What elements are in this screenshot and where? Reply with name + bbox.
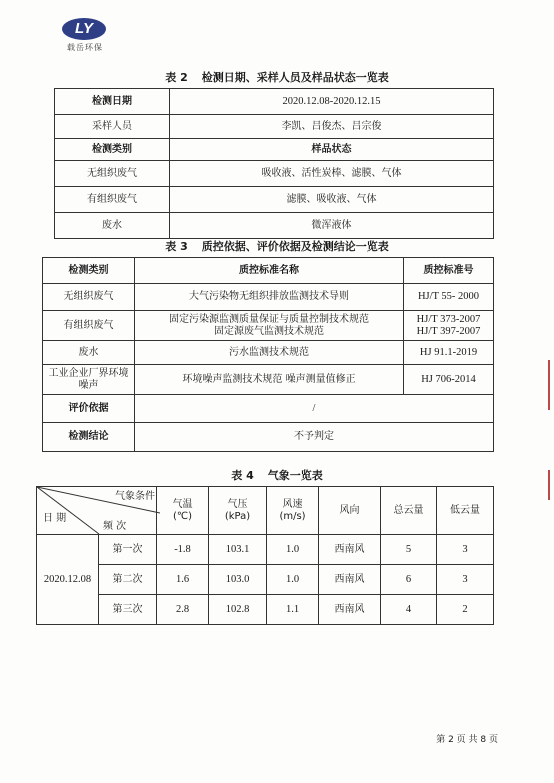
table-row [43,365,494,395]
table3-standard-number: HJ 91.1-2019 [404,341,494,365]
table3-conclusion-row [43,423,494,452]
table2-body [55,89,494,239]
table3-eval-label: 评价依据 [43,395,135,423]
table4-total-cloud: 4 [381,595,437,625]
table4-frequency: 第三次 [99,595,157,625]
company-logo [62,18,108,53]
table4-pressure: 103.0 [209,565,267,595]
table3-header-name: 质控标准名称 [135,258,404,284]
table3 [42,257,494,452]
scan-edge-mark [548,470,550,500]
table4-wind-direction: 西南风 [319,595,381,625]
table3-category: 工业企业厂界环境噪声 [43,365,135,395]
table-row [37,535,494,565]
table2-label: 采样人员 [55,115,170,139]
table-row [55,187,494,213]
table3-header-category: 检测类别 [43,258,135,284]
table2-value: 李凯、吕俊杰、吕宗俊 [170,115,494,139]
table3-category: 无组织废气 [43,284,135,311]
table2 [54,88,494,239]
table3-standard-name: 污水监测技术规范 [135,341,404,365]
table4-caption-num: 表 4 [231,469,254,482]
table4-header-temp: 气温 (℃) [157,487,209,535]
table4-header-total-cloud: 总云量 [381,487,437,535]
table-row [55,115,494,139]
logo-mark [62,18,106,40]
table2-label: 无组织废气 [55,161,170,187]
logo-text: 载岳环保 [67,43,103,52]
table4-pressure: 103.1 [209,535,267,565]
table-row [55,139,494,161]
table3-header-number: 质控标准号 [404,258,494,284]
table2-label: 有组织废气 [55,187,170,213]
table4-caption-text: 气象一览表 [267,469,323,482]
table-row [55,213,494,239]
table2-value: 样品状态 [170,139,494,161]
table4-frequency: 第一次 [99,535,157,565]
table2-caption-text: 检测日期、采样人员及样品状态一览表 [201,71,389,84]
table3-standard-number: HJ/T 55- 2000 [404,284,494,311]
table4-wind-speed: 1.0 [267,535,319,565]
corner-label-frequency: 频 次 [103,521,127,532]
table3-eval-row [43,395,494,423]
corner-label-date: 日 期 [43,513,67,524]
table3-standard-number: HJ/T 373-2007 HJ/T 397-2007 [404,311,494,341]
table4-header-pressure: 气压 (kPa) [209,487,267,535]
table4-temp: -1.8 [157,535,209,565]
table4-temp: 2.8 [157,595,209,625]
table3-caption-text: 质控依据、评价依据及检测结论一览表 [201,240,389,253]
table4-header-wind-direction: 风向 [319,487,381,535]
table3-standard-name: 大气污染物无组织排放监测技术导则 [135,284,404,311]
table4-wind-direction: 西南风 [319,565,381,595]
table4-low-cloud: 3 [437,565,494,595]
corner-label-condition: 气象条件 [115,491,155,502]
table4-total-cloud: 5 [381,535,437,565]
table4-header-low-cloud: 低云量 [437,487,494,535]
table-row [55,161,494,187]
table3-caption-num: 表 3 [165,240,188,253]
table4-pressure: 102.8 [209,595,267,625]
table3-eval-value: / [135,395,494,423]
table4-temp: 1.6 [157,565,209,595]
table4-low-cloud: 2 [437,595,494,625]
table2-caption [0,69,554,85]
table2-caption-num: 表 2 [165,71,188,84]
logo-mark-text: LY [74,20,94,37]
table4-corner-cell [37,487,157,535]
table3-standard-name: 环境噪声监测技术规范 噪声测量值修正 [135,365,404,395]
table4-total-cloud: 6 [381,565,437,595]
table4-date: 2020.12.08 [37,535,99,625]
table4-wind-speed: 1.1 [267,595,319,625]
table2-label: 废水 [55,213,170,239]
table-row [43,311,494,341]
table3-caption [0,238,554,254]
table4-caption [0,467,554,483]
table2-value: 吸收液、活性炭棒、滤膜、气体 [170,161,494,187]
table3-category: 废水 [43,341,135,365]
page-number: 第 2 页 共 8 页 [436,735,498,745]
table2-value: 微浑液体 [170,213,494,239]
table2-label: 检测日期 [55,89,170,115]
table-row [43,284,494,311]
scan-edge-mark [548,360,550,410]
table4-header-wind-speed: 风速 (m/s) [267,487,319,535]
table-row [37,565,494,595]
table3-standard-number: HJ 706-2014 [404,365,494,395]
table-row [55,89,494,115]
table-row [43,341,494,365]
table2-value: 2020.12.08-2020.12.15 [170,89,494,115]
table4-frequency: 第二次 [99,565,157,595]
table4-wind-speed: 1.0 [267,565,319,595]
table3-category: 有组织废气 [43,311,135,341]
table3-conclusion-label: 检测结论 [43,423,135,452]
table4 [36,486,494,625]
table2-value: 滤膜、吸收液、气体 [170,187,494,213]
table3-conclusion-value: 不予判定 [135,423,494,452]
table3-header-row [43,258,494,284]
table4-header-row [37,487,494,535]
table3-standard-name: 固定污染源监测质量保证与质量控制技术规范 固定源废气监测技术规范 [135,311,404,341]
table4-low-cloud: 3 [437,535,494,565]
table-row [37,595,494,625]
table2-label: 检测类别 [55,139,170,161]
table4-wind-direction: 西南风 [319,535,381,565]
